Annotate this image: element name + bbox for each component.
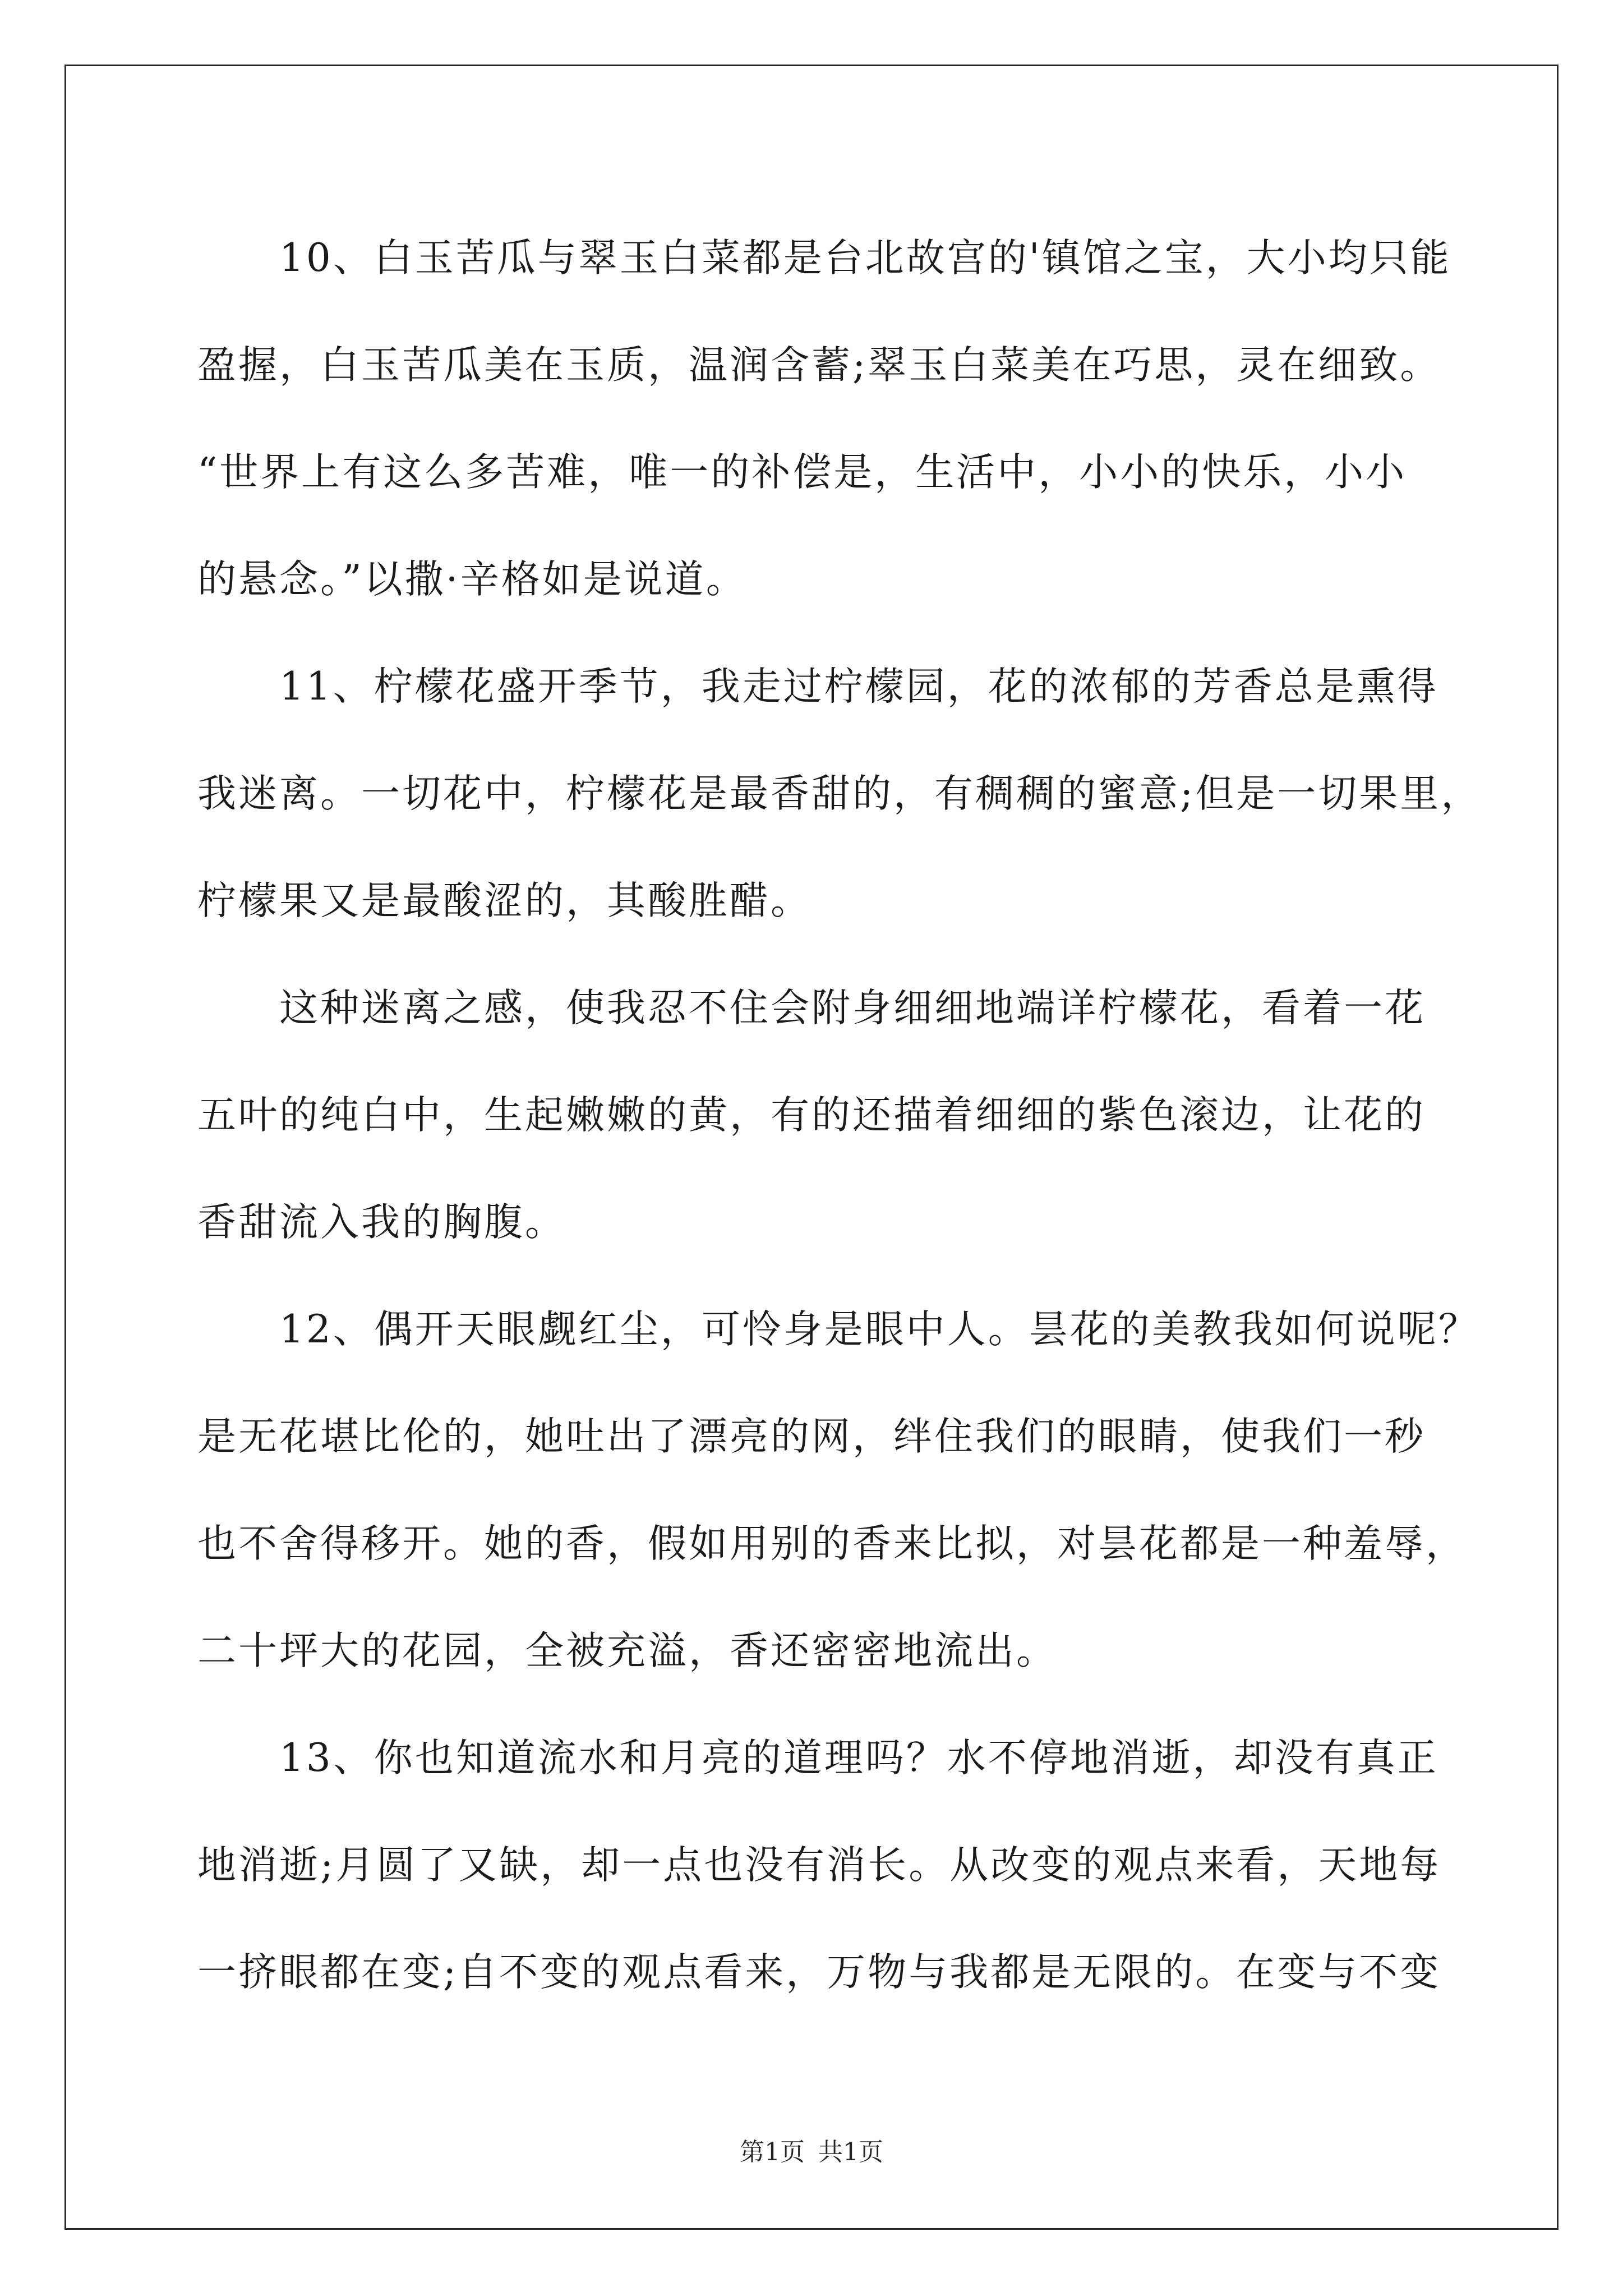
text-line: 的悬念。”以撒·辛格如是说道。 (197, 557, 747, 602)
text-line: 11、柠檬花盛开季节，我走过柠檬园，花的浓郁的芳香总是熏得 (197, 664, 1438, 709)
text-line: 12、偶开天眼觑红尘，可怜身是眼中人。昙花的美教我如何说呢？ (197, 1307, 1479, 1352)
document-body (197, 205, 1482, 2026)
text-line: 我迷离。一切花中，柠檬花是最香甜的，有稠稠的蜜意;但是一切果里， (197, 771, 1482, 816)
text-line: 一挤眼都在变;自不变的观点看来，万物与我都是无限的。在变与不变 (197, 1950, 1441, 1995)
page-number: 第1页 (740, 2138, 805, 2166)
text-line: 也不舍得移开。她的香，假如用别的香来比拟，对昙花都是一种羞辱， (197, 1521, 1467, 1566)
text-line: 这种迷离之感，使我忍不住会附身细细地端详柠檬花，看着一花 (197, 986, 1426, 1030)
text-line: 二十坪大的花园，全被充溢，香还密密地流出。 (197, 1628, 1057, 1673)
page-total: 共1页 (818, 2138, 883, 2166)
text-line: 五叶的纯白中，生起嫩嫩的黄，有的还描着细细的紫色滚边，让花的 (197, 1093, 1426, 1138)
text-line: 柠檬果又是最酸涩的，其酸胜醋。 (197, 878, 811, 923)
text-line: 盈握，白玉苦瓜美在玉质，温润含蓄;翠玉白菜美在巧思，灵在细致。 (197, 343, 1441, 388)
text-line: 13、你也知道流水和月亮的道理吗？水不停地消逝，却没有真正 (197, 1736, 1438, 1780)
text-line: 香甜流入我的胸腹。 (197, 1200, 566, 1245)
page-footer (0, 2132, 1623, 2168)
text-line: “世界上有这么多苦难，唯一的补偿是，生活中，小小的快乐，小小 (197, 450, 1407, 495)
text-line: 是无花堪比伦的，她吐出了漂亮的网，绊住我们的眼睛，使我们一秒 (197, 1414, 1426, 1459)
text-line: 10、白玉苦瓜与翠玉白菜都是台北故宫的'镇馆之宝，大小均只能 (197, 236, 1451, 280)
text-line: 地消逝;月圆了又缺，却一点也没有消长。从改变的观点来看，天地每 (197, 1843, 1441, 1888)
